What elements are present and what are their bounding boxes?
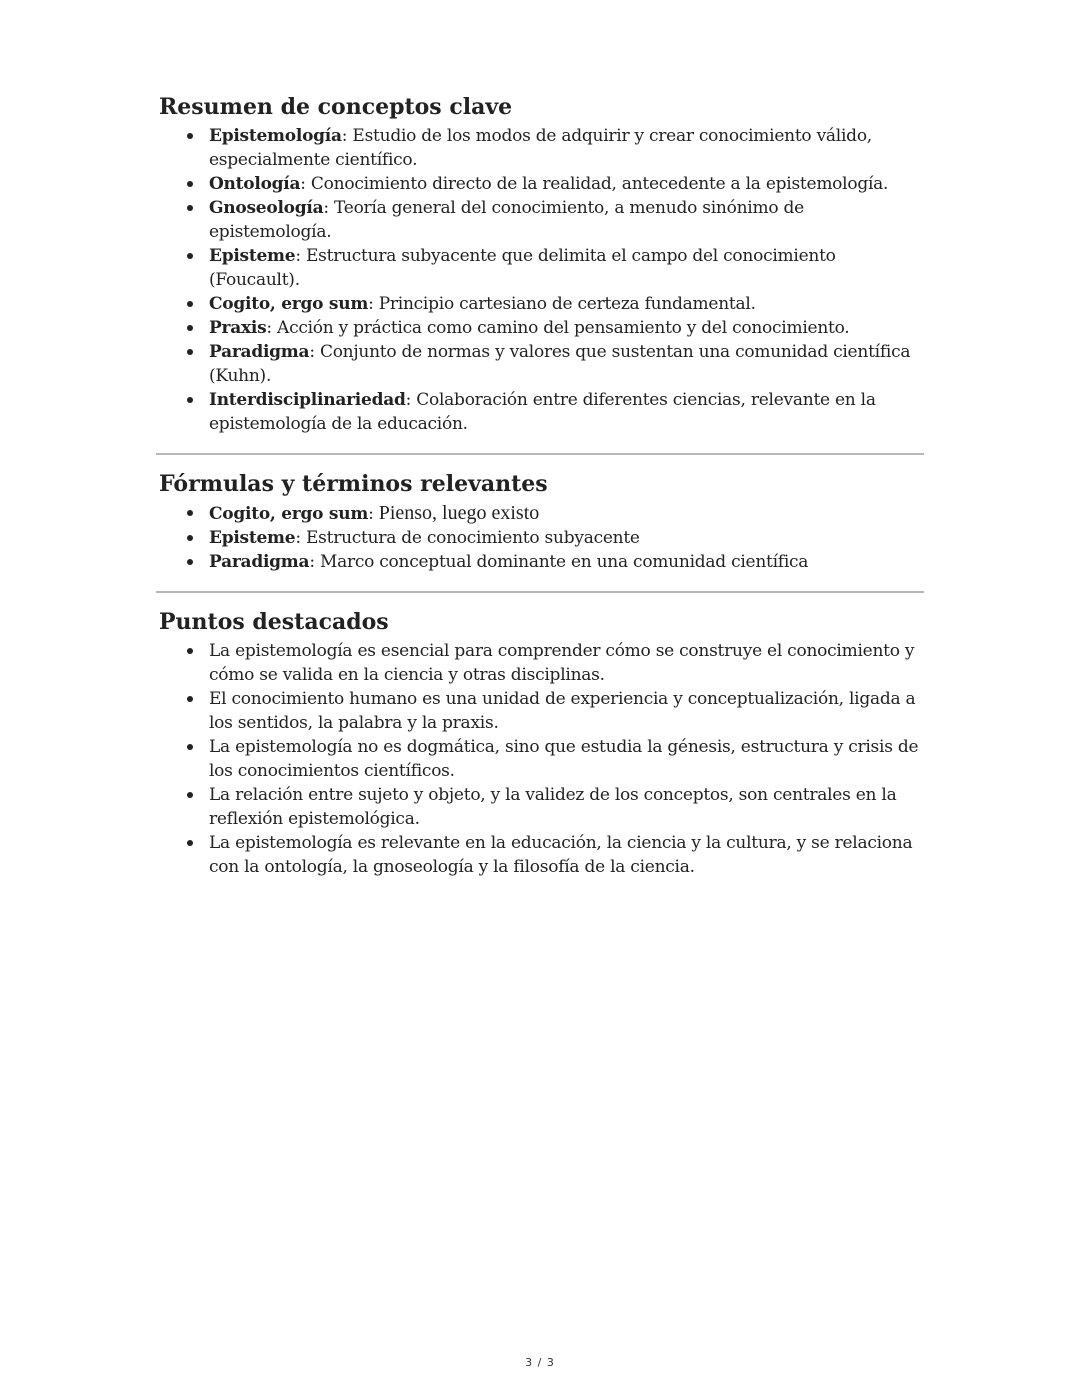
term-separator: :	[368, 504, 379, 524]
list-item	[209, 292, 925, 316]
list-item	[209, 340, 925, 388]
term-label: Epistemología	[209, 126, 342, 146]
list-item	[209, 316, 925, 340]
list-item	[209, 196, 925, 244]
page-content	[159, 92, 925, 879]
list-item	[209, 550, 925, 574]
term-label: Paradigma	[209, 552, 310, 572]
highlights-list	[159, 639, 925, 879]
formula-text: Pienso, luego existo	[378, 502, 540, 524]
term-definition: : Estructura subyacente que delimita el campo del conocimiento (Foucault).	[209, 246, 836, 290]
list-item	[209, 172, 925, 196]
term-definition: : Colaboración entre diferentes ciencias, relevante en la epistemología de la educación.	[209, 390, 876, 434]
term-definition: : Marco conceptual dominante en una comunidad científica	[309, 552, 809, 572]
term-label: Ontología	[209, 174, 301, 194]
term-label: Paradigma	[209, 342, 310, 362]
term-definition: : Acción y práctica como camino del pensamiento y del conocimiento.	[266, 318, 850, 338]
section-formulas	[159, 469, 925, 574]
term-definition: : Teoría general del conocimiento, a menudo sinónimo de epistemología.	[209, 198, 804, 242]
term-definition: : Estudio de los modos de adquirir y crear conocimiento válido, especialmente científico.	[209, 126, 872, 170]
term-label: Praxis	[209, 318, 267, 338]
list-item	[209, 388, 925, 436]
term-definition: : Conjunto de normas y valores que sustentan una comunidad científica (Kuhn).	[209, 342, 911, 386]
section-key-concepts	[159, 92, 925, 436]
term-definition: : Estructura de conocimiento subyacente	[295, 528, 640, 548]
list-item: El conocimiento humano es una unidad de experiencia y conceptualización, ligada a los sentidos, la palabra y la praxis.	[209, 687, 925, 735]
term-definition: : Principio cartesiano de certeza fundamental.	[368, 294, 756, 314]
list-item	[209, 244, 925, 292]
list-item	[209, 124, 925, 172]
list-item: La epistemología no es dogmática, sino que estudia la génesis, estructura y crisis de los conocimientos científicos.	[209, 735, 925, 783]
section-title-highlights: Puntos destacados	[159, 609, 389, 635]
formulas-list	[159, 501, 925, 574]
list-item: La relación entre sujeto y objeto, y la validez de los conceptos, son centrales en la reflexión epistemológica.	[209, 783, 925, 831]
term-label: Cogito, ergo sum	[209, 504, 369, 524]
term-definition: : Conocimiento directo de la realidad, antecedente a la epistemología.	[300, 174, 889, 194]
section-title-key-concepts: Resumen de conceptos clave	[159, 94, 513, 120]
term-label: Episteme	[209, 528, 296, 548]
term-label: Episteme	[209, 246, 296, 266]
term-label: Interdisciplinariedad	[209, 390, 406, 410]
section-title-formulas: Fórmulas y términos relevantes	[159, 471, 548, 497]
section-divider	[156, 591, 924, 593]
term-label: Gnoseología	[209, 198, 324, 218]
section-divider	[156, 453, 924, 455]
key-concepts-list	[159, 124, 925, 436]
list-item	[209, 501, 925, 526]
list-item: La epistemología es relevante en la educación, la ciencia y la cultura, y se relaciona con la ontología, la gnoseología y la filosofía de la ciencia.	[209, 831, 925, 879]
list-item	[209, 526, 925, 550]
page-number: 3 / 3	[525, 1356, 555, 1369]
section-highlights	[159, 607, 925, 879]
term-label: Cogito, ergo sum	[209, 294, 369, 314]
list-item: La epistemología es esencial para comprender cómo se construye el conocimiento y cómo se valida en la ciencia y otras disciplinas.	[209, 639, 925, 687]
